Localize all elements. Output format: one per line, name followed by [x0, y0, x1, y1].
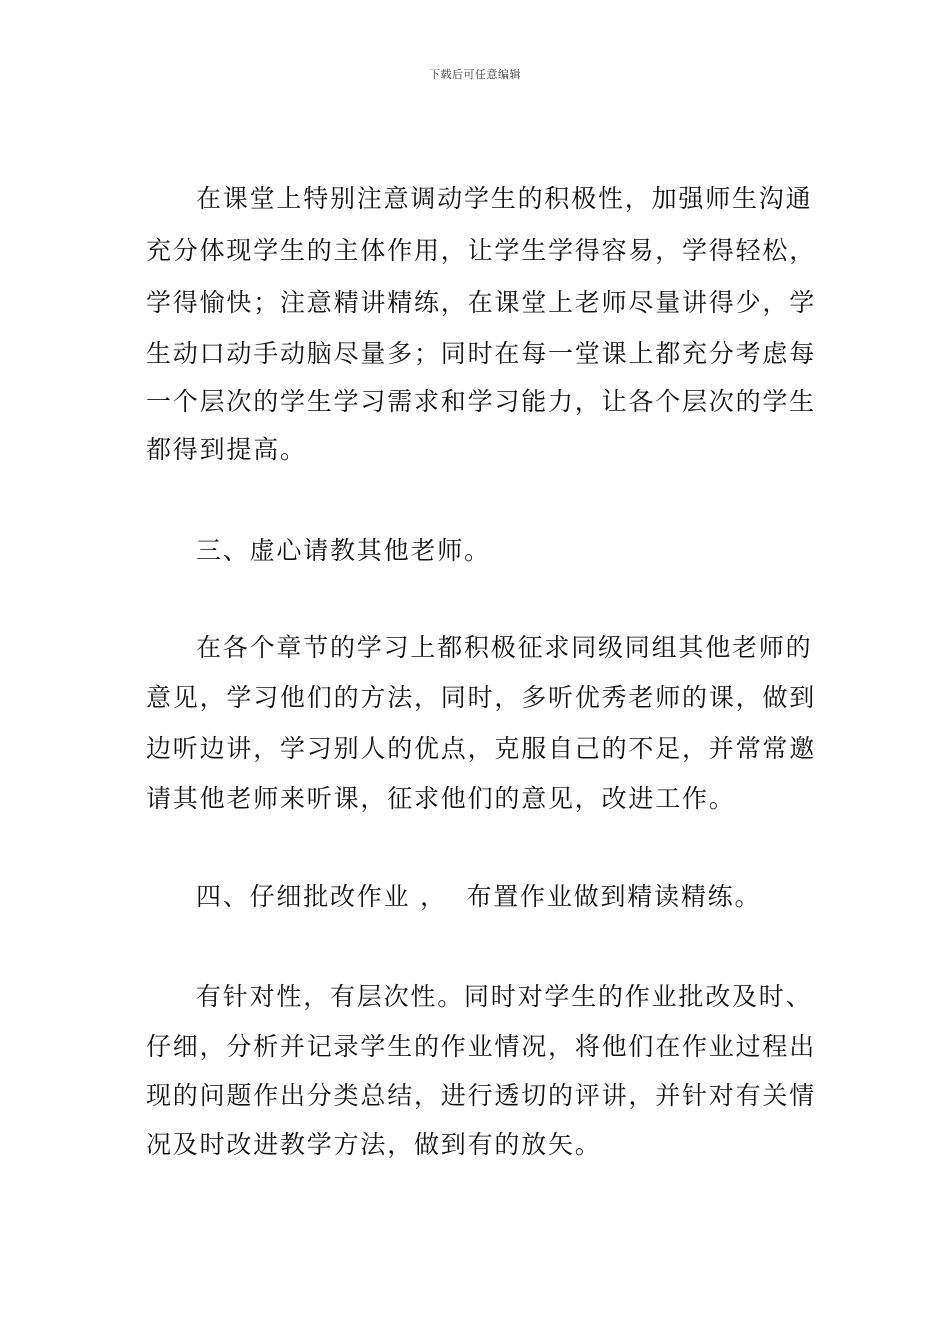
paragraph-1-line-4: 生动口动手动脑尽量多；同时在每一堂课上都充分考虑每 [146, 339, 817, 368]
paragraph-1-line-2: 充分体现学生的主体作用，让学生学得容易，学得轻松， [146, 236, 817, 265]
paragraph-1-line-6: 都得到提高。 [146, 435, 307, 464]
paragraph-1-line-3: 学得愉快；注意精讲精练，在课堂上老师尽量讲得少，学 [146, 288, 817, 317]
paragraph-3-line-2: 仔细，分析并记录学生的作业情况，将他们在作业过程出 [146, 1032, 817, 1061]
paragraph-1-line-5: 一个层次的学生学习需求和学习能力，让各个层次的学生 [146, 387, 817, 416]
paragraph-2-line-4: 请其他老师来听课，征求他们的意见，改进工作。 [146, 784, 736, 813]
paragraph-2-line-2: 意见，学习他们的方法，同时，多听优秀老师的课，做到 [146, 683, 817, 712]
paragraph-3-line-4: 况及时改进教学方法，做到有的放矢。 [146, 1130, 602, 1159]
section-heading-3: 三、虚心请教其他老师。 [196, 536, 491, 565]
paragraph-3-line-3: 现的问题作出分类总结，进行透切的评讲，并针对有关情 [146, 1081, 817, 1110]
paragraph-2-line-3: 边听边讲，学习别人的优点，克服自己的不足，并常常邀 [146, 734, 817, 763]
header-note: 下载后可任意编辑 [429, 68, 521, 81]
paragraph-1-line-1: 在课堂上特别注意调动学生的积极性，加强师生沟通 [196, 184, 813, 213]
section-heading-4: 四、仔细批改作业 ， 布置作业做到精读精练。 [196, 882, 762, 911]
paragraph-3-line-1: 有针对性，有层次性。同时对学生的作业批改及时、 [196, 982, 813, 1011]
paragraph-2-line-1: 在各个章节的学习上都积极征求同级同组其他老师的 [196, 633, 813, 662]
